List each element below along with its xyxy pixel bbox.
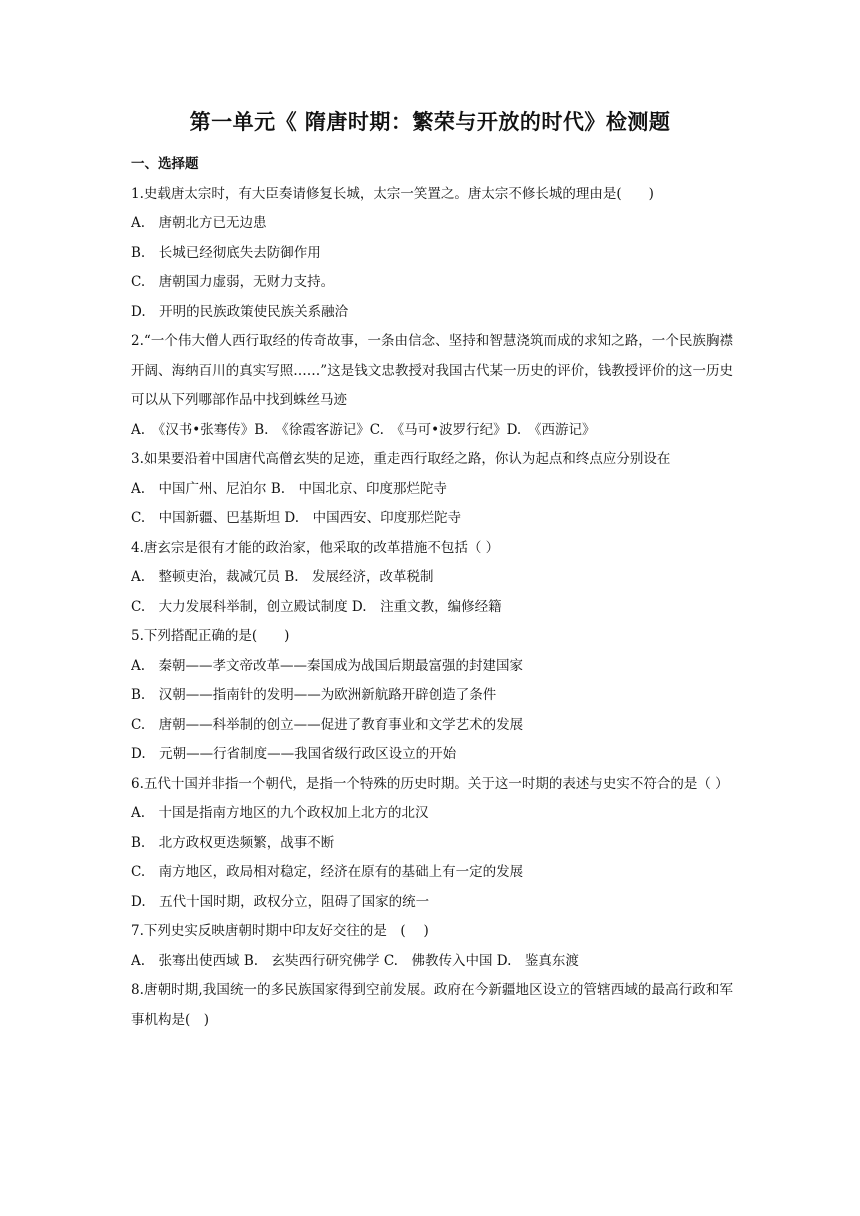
question-8 [131,976,733,1035]
question-stem: 1.史载唐太宗时，有大臣奏请修复长城，太宗一笑置之。唐太宗不修长城的理由是( ) [131,185,654,202]
question-stem: 8.唐朝时期,我国统一的多民族国家得到空前发展。政府在今新疆地区设立的管辖西域的最高行政和军事机构是( ) [131,982,733,1028]
question-3 [131,445,733,534]
document-title: 第一单元《 隋唐时期：繁荣与开放的时代》检测题 [189,110,671,134]
option-a: A. 秦朝——孝文帝改革——秦国成为战国后期最富强的封建国家 [131,657,524,674]
option-a: A. 唐朝北方已无边患 [131,215,267,231]
options-row: A. 整顿吏治，裁减冗员 B. 发展经济，改革税制 [131,569,434,585]
option-d: D. 元朝——行省制度——我国省级行政区设立的开始 [131,746,457,762]
question-4 [131,534,733,623]
option-b: B. 长城已经彻底失去防御作用 [131,244,321,261]
option-c: C. 南方地区，政局相对稳定，经济在原有的基础上有一定的发展 [131,864,524,880]
options-row: A. 《汉书•张骞传》B. 《徐霞客游记》C. 《马可•波罗行纪》D. 《西游记》 [131,421,596,438]
options-row: A. 中国广州、尼泊尔 B. 中国北京、印度那烂陀寺 [131,480,448,497]
question-7 [131,917,733,976]
option-a: A. 十国是指南方地区的九个政权加上北方的北汉 [131,805,429,821]
option-c: C. 唐朝国力虚弱，无财力支持。 [131,274,335,290]
question-stem: 5.下列搭配正确的是( ) [131,628,290,644]
question-6 [131,770,733,918]
option-b: B. 北方政权更迭频繁，战事不断 [131,834,335,851]
question-stem: 3.如果要沿着中国唐代高僧玄奘的足迹，重走西行取经之路，你认为起点和终点应分别设在 [131,451,671,467]
options-row: A. 张骞出使西域 B. 玄奘西行研究佛学 C. 佛教传入中国 D. 鉴真东渡 [131,952,579,969]
question-stem: 2.“一个伟大僧人西行取经的传奇故事，一条由信念、坚持和智慧浇筑而成的求知之路，一个民族胸襟开阔、海纳百川的真实写照……”这是钱文忠教授对我国古代某一历史的评价，钱教授评价的这一历史可以从下列哪部作品中找到蛛丝马迹 [131,333,733,408]
question-5 [131,622,733,770]
question-stem: 7.下列史实反映唐朝时期中印友好交往的是 ( ) [131,923,429,939]
question-stem: 4.唐玄宗是很有才能的政治家，他采取的改革措施不包括（ ） [131,539,500,556]
section-heading: 一、选择题 [131,156,199,172]
option-d: D. 开明的民族政策使民族关系融洽 [131,303,349,320]
question-2 [131,327,733,445]
question-stem: 6.五代十国并非指一个朝代，是指一个特殊的历史时期。关于这一时期的表述与史实不符合的是（ ） [131,775,729,792]
question-list [131,150,733,1035]
options-row: C. 中国新疆、巴基斯坦 D. 中国西安、印度那烂陀寺 [131,510,462,526]
option-d: D. 五代十国时期，政权分立，阻碍了国家的统一 [131,893,430,910]
options-row: C. 大力发展科举制，创立殿试制度 D. 注重文教，编修经籍 [131,598,502,615]
option-b: B. 汉朝——指南针的发明——为欧洲新航路开辟创造了条件 [131,687,497,703]
question-1 [131,180,733,328]
option-c: C. 唐朝——科举制的创立——促进了教育事业和文学艺术的发展 [131,716,524,733]
